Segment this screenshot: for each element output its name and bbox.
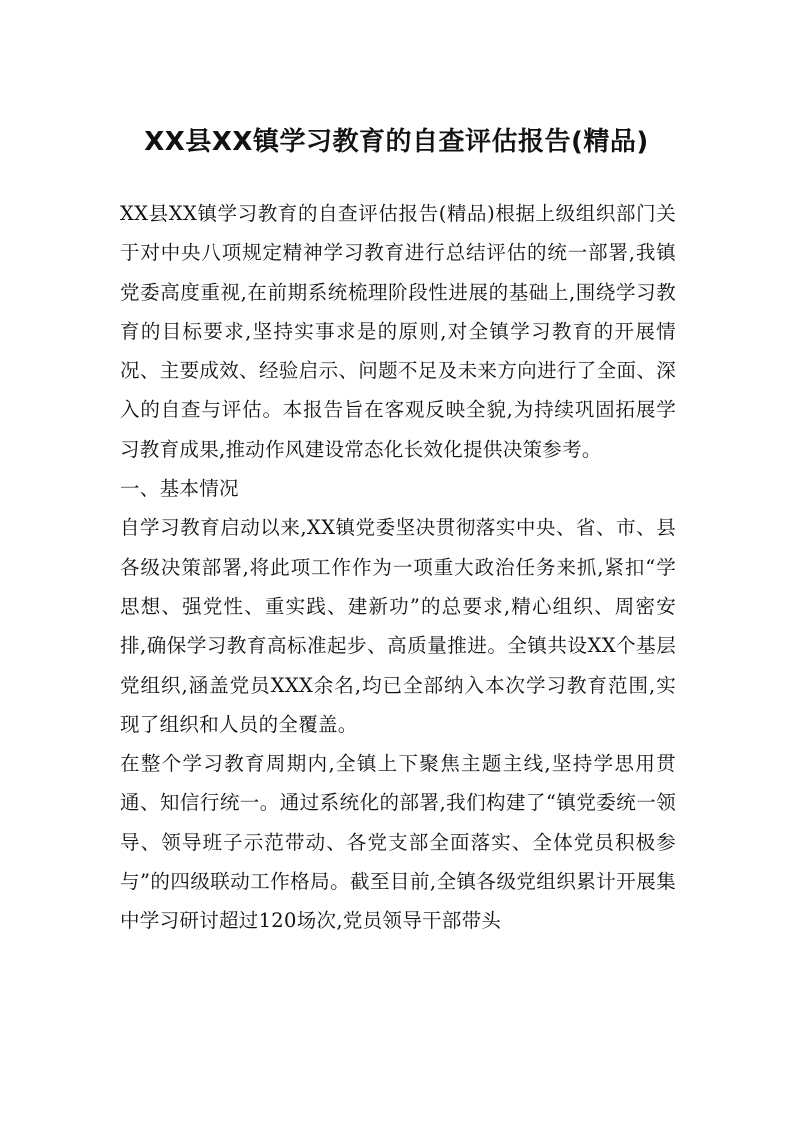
intro-paragraph: XX县XX镇学习教育的自查评估报告(精品)根据上级组织部门关于对中央八项规定精神学习教育进行总结评估的统一部署,我镇党委高度重视,在前期系统梳理阶段性进展的基础上,围绕学习教育的目标要求,坚持实事求是的原则,对全镇学习教育的开展情况、主要成效、经验启示、问题不足及未来方向进行了全面、深入的自查与评估。本报告旨在客观反映全貌,为持续巩固拓展学习教育成果,推动作风建设常态化长效化提供决策参考。 (120, 202, 676, 461)
section-heading-basic-situation: 一、基本情况 (120, 477, 239, 501)
body-paragraph: 自学习教育启动以来,XX镇党委坚决贯彻落实中央、省、市、县各级决策部署,将此项工作作为一项重大政治任务来抓,紧扣“学思想、强党性、重实践、建新功”的总要求,精心组织、周密安排,确保学习教育高标准起步、高质量推进。全镇共设XX个基层党组织,涵盖党员XXX余名,均已全部纳入本次学习教育范围,实现了组织和人员的全覆盖。 (120, 516, 676, 736)
document-body (120, 194, 676, 941)
document-title: XX县XX镇学习教育的自查评估报告(精品) (144, 127, 649, 157)
body-paragraph: 在整个学习教育周期内,全镇上下聚焦主题主线,坚持学思用贯通、知信行统一。通过系统化的部署,我们构建了“镇党委统一领导、领导班子示范带动、各党支部全面落实、全体党员积极参与”的四级联动工作格局。截至目前,全镇各级党组织累计开展集中学习研讨超过120场次,党员领导干部带头 (120, 752, 676, 933)
